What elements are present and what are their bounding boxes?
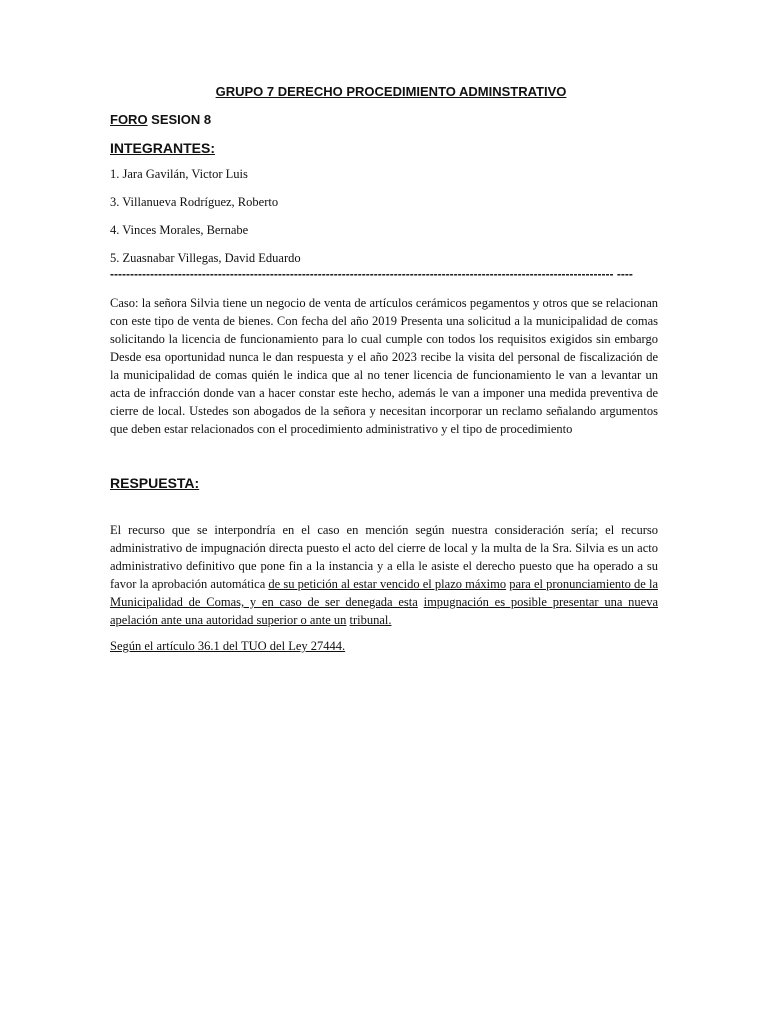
answer-underlined-text: de su petición al estar vencido el plazo máximo bbox=[268, 577, 507, 591]
answer-underlined-text: para el pronunciamiento de la Municipalidad de Comas, y en caso de ser denegada esta bbox=[110, 577, 658, 609]
respuesta-heading: RESPUESTA: bbox=[110, 475, 200, 491]
document-page bbox=[110, 84, 658, 655]
answer-text: El recurso que se interpondría en el caso en mención según nuestra consideración sería; el recurso administrativo de impugnación directa puesto el acto del cierre de local y la multa de la Sra. Silvia es un acto administrativo definitivo que pone fin a la instancia y a ella le asiste el derecho puesto que ha operado a su favor la aprobación automática bbox=[110, 523, 658, 591]
list-item: 4. Vinces Morales, Bernabe bbox=[110, 223, 249, 237]
answer-underlined-text: impugnación es posible presentar una nueva apelación ante una autoridad superior o ante un bbox=[110, 595, 658, 627]
foro-session bbox=[110, 112, 658, 127]
list-item: 5. Zuasnabar Villegas, David Eduardo bbox=[110, 251, 301, 265]
answer-paragraph bbox=[110, 521, 658, 629]
integrantes-heading: INTEGRANTES: bbox=[110, 140, 215, 156]
article-reference: Según el artículo 36.1 del TUO del Ley 27444. bbox=[110, 639, 346, 653]
document-title: GRUPO 7 DERECHO PROCEDIMIENTO ADMINSTRATIVO bbox=[215, 84, 567, 99]
foro-label: FORO bbox=[110, 112, 148, 127]
list-item: 3. Villanueva Rodríguez, Roberto bbox=[110, 195, 279, 209]
separator-line: ------------------------------------------------------------------------------------------------------------------------------ ---- bbox=[110, 268, 633, 281]
session-label: SESION 8 bbox=[147, 112, 212, 127]
members-list bbox=[110, 166, 658, 278]
case-paragraph: Caso: la señora Silvia tiene un negocio de venta de artículos cerámicos pegamentos y otros que se relacionan con este tipo de venta de bienes. Con fecha del año 2019 Presenta una solicitud a la municipalidad de comas solicitando la licencia de funcionamiento para lo cual cumple con todos los requisitos exigidos sin embargo Desde esa oportunidad nunca le dan respuesta y el año 2023 recibe la visita del personal de fiscalización de la municipalidad de comas quién le indica que al no tener licencia de funcionamiento le van a levantar un acta de infracción donde van a hacer constar este hecho, además le van a imponer una medida preventiva de cierre de local. Ustedes son abogados de la señora y necesitan incorporar un reclamo señalando argumentos que deben estar relacionados con el procedimiento administrativo y el tipo de procedimiento bbox=[110, 296, 658, 436]
answer-underlined-text: tribunal. bbox=[349, 613, 392, 627]
list-item: 1. Jara Gavilán, Victor Luis bbox=[110, 167, 248, 181]
